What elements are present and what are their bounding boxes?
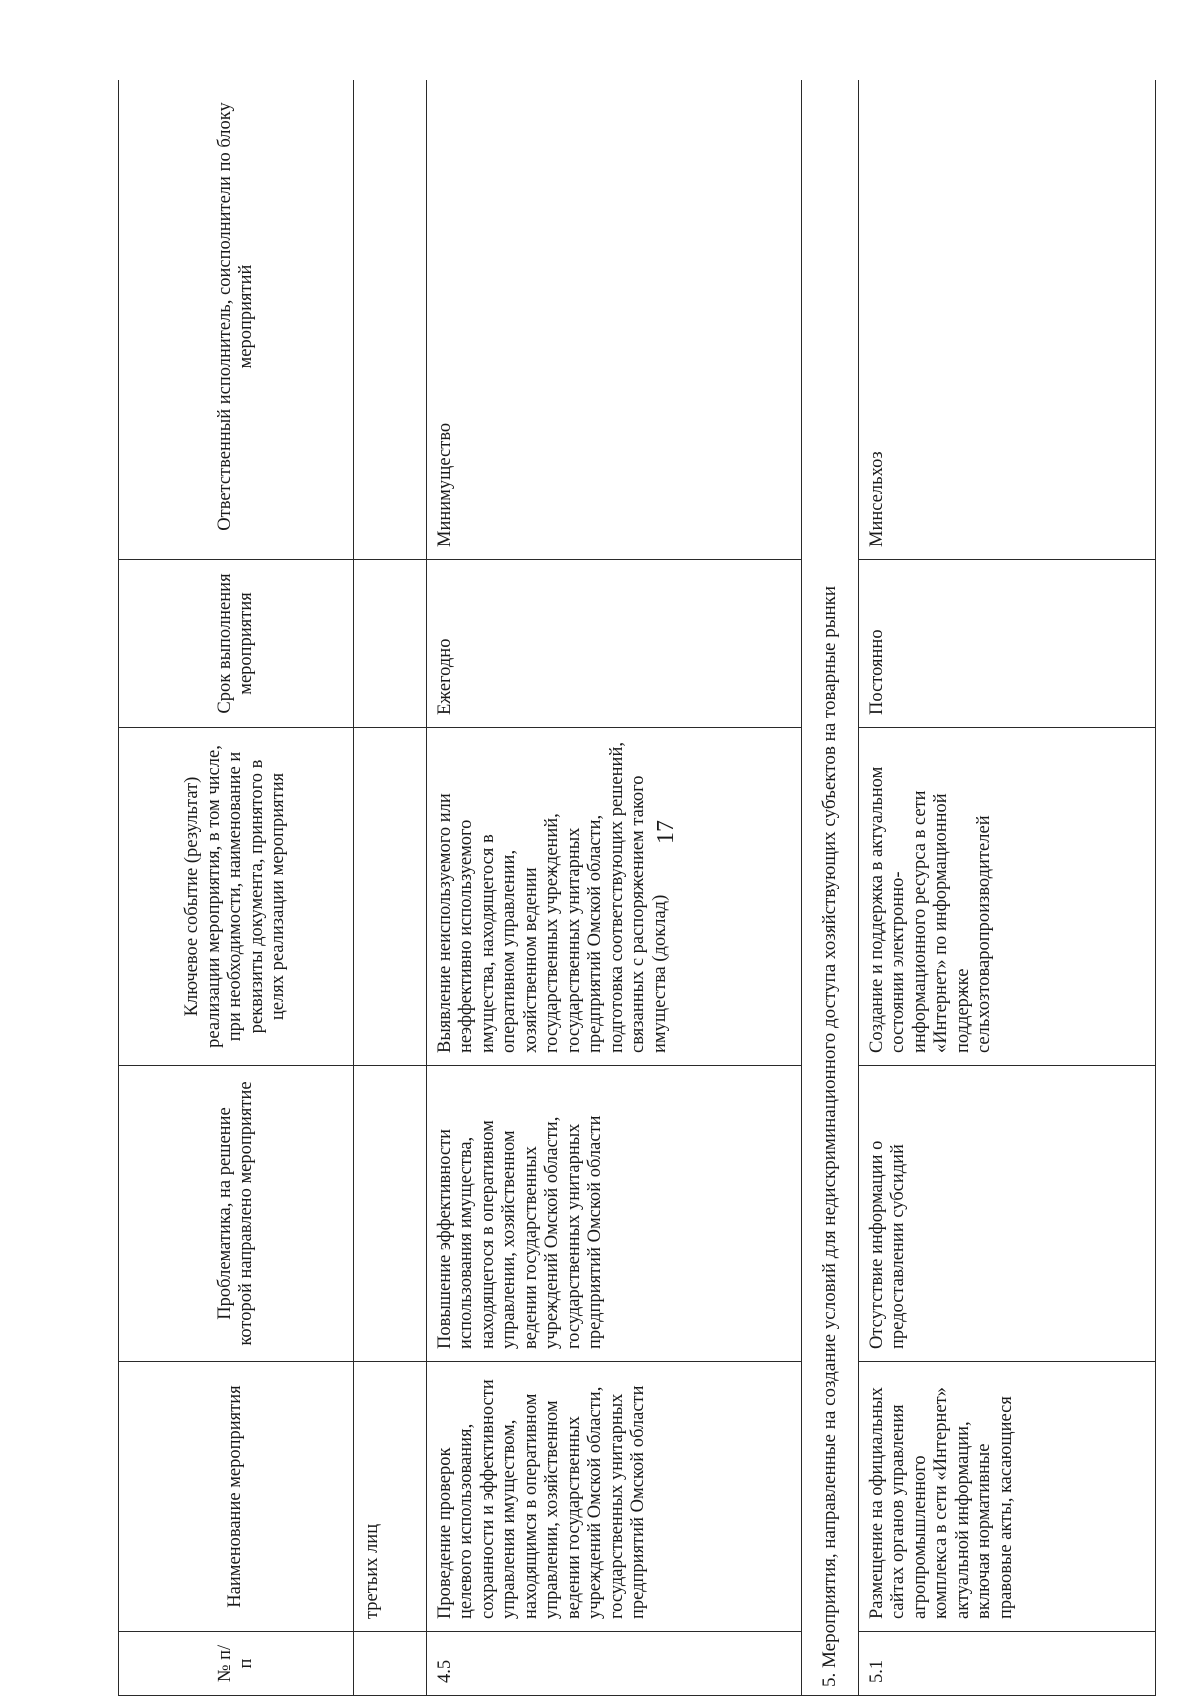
section-heading-5: 5. Мероприятия, направленные на создание условий для недискриминационного доступа хозяйствующих субъектов на товарные рынки — [802, 80, 859, 1696]
cell-result — [354, 728, 427, 1066]
cell-executor: Минсельхоз — [859, 80, 1156, 560]
cell-name: третьих лиц — [354, 1362, 427, 1632]
cell-term: Ежегодно — [427, 560, 802, 728]
table-row-4-5 — [427, 80, 802, 1696]
header-problem: Проблематика, на решение которой направлено мероприятие — [119, 1066, 354, 1362]
table-row-5-1 — [859, 80, 1156, 1696]
section-heading-row — [802, 80, 859, 1696]
header-result: Ключевое событие (результат) реализации мероприятия, в том числе, при необходимости, наименование и реквизиты документа, принятого в целях реализации мероприятия — [119, 728, 354, 1066]
cell-name: Проведение проверок целевого использования, сохранности и эффективности управления имуществом, находящимся в оперативном управлении, хозяйственном ведении государственных учреждений Омской области, государственных унитарных предприятий Омской области — [427, 1362, 802, 1632]
cell-number: 5.1 — [859, 1632, 1156, 1696]
cell-term — [354, 560, 427, 728]
table-viewport — [118, 80, 1172, 1696]
cell-number — [354, 1632, 427, 1696]
cell-executor — [354, 80, 427, 560]
cell-number: 4.5 — [427, 1632, 802, 1696]
header-name: Наименование мероприятия — [119, 1362, 354, 1632]
cell-name: Размещение на официальных сайтах органов управления агропромышленного комплекса в сети «Интернет» актуальной информации, включая нормативные правовые акты, касающиеся — [859, 1362, 1156, 1632]
table-header-row — [119, 80, 354, 1696]
cell-problem — [354, 1066, 427, 1362]
cell-executor: Минимущество — [427, 80, 802, 560]
cell-result: Создание и поддержка в актуальном состоянии электронно-информационного ресурса в сети «Интернет» по информационной поддержке сельхозтоваропроизводителей — [859, 728, 1156, 1066]
header-term: Срок выполнения мероприятия — [119, 560, 354, 728]
cell-problem: Повышение эффективности использования имущества, находящегося в оперативном управлении, хозяйственном ведении государственных учреждений Омской области, государственных унитарных предприятий Омской области — [427, 1066, 802, 1362]
header-number: № п/п — [119, 1632, 354, 1696]
rotated-table-container — [118, 80, 1172, 1696]
cell-problem: Отсутствие информации о предоставлении субсидий — [859, 1066, 1156, 1362]
cell-term: Постоянно — [859, 560, 1156, 728]
cell-result: Выявление неиспользуемого или неэффективно используемого имущества, находящегося в оперативном управлении, хозяйственном ведении государственных учреждений, государственных унитарных предприятий Омской области, подготовка соответствующих решений, связанных с распоряжением такого имущества (доклад) — [427, 728, 802, 1066]
page-number: 17 — [653, 820, 679, 844]
header-executor: Ответственный исполнитель, соисполнители по блоку мероприятий — [119, 80, 354, 560]
measures-table — [118, 80, 1156, 1696]
table-row-continuation — [354, 80, 427, 1696]
